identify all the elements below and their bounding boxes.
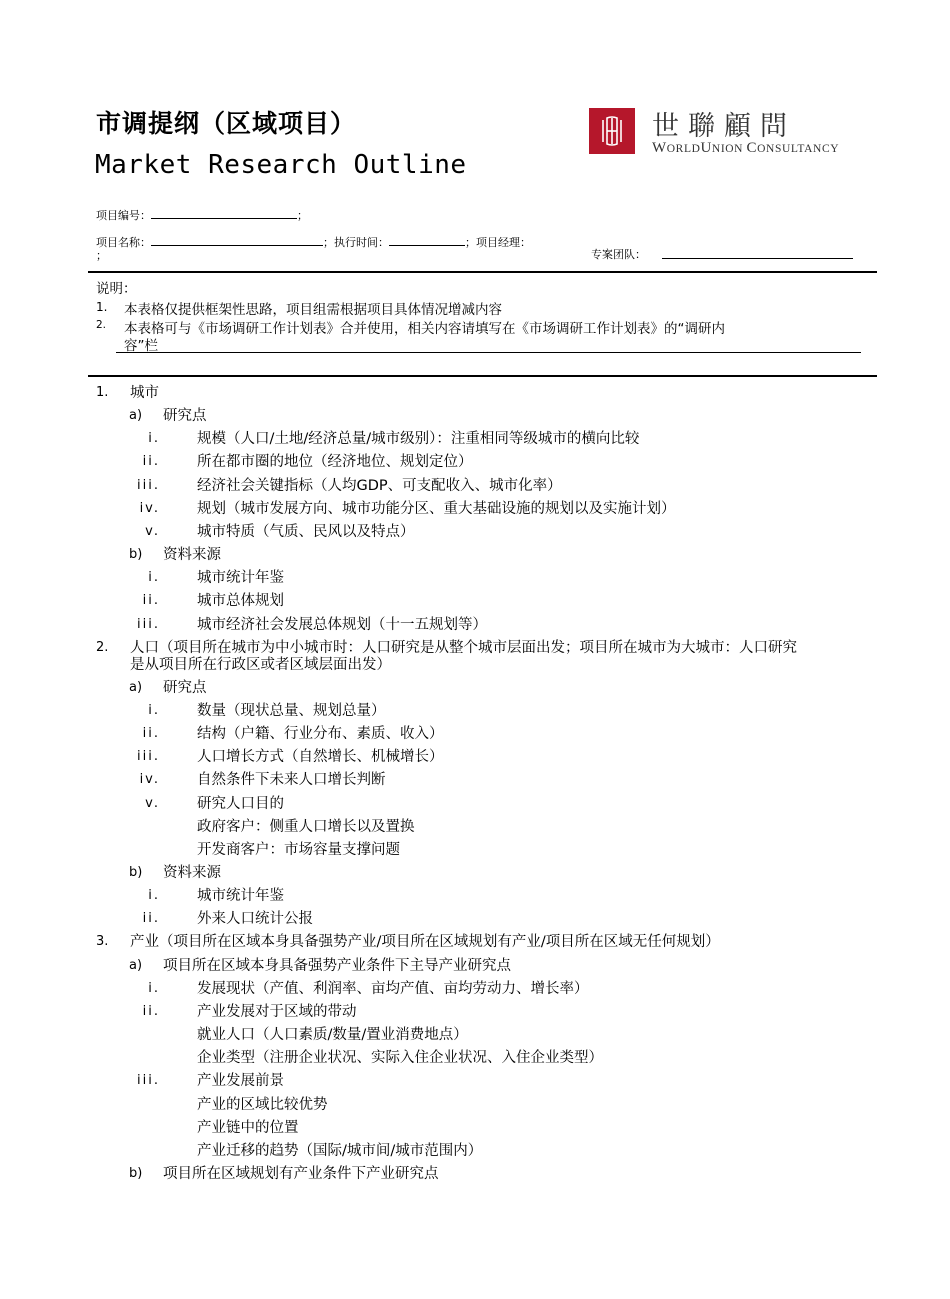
project-name-blank[interactable] [151, 233, 323, 246]
outline-item-text: 产业链中的位置 [197, 1119, 299, 1136]
outline-item-text: 人口增长方式（自然增长、机械增长） [197, 749, 444, 766]
note-2-number: 2. [96, 319, 107, 331]
outline-marker: b) [129, 547, 143, 563]
notes-heading: 说明： [96, 281, 137, 297]
outline-item-text: 结构（户籍、行业分布、素质、收入） [197, 726, 444, 743]
outline-marker: ii. [142, 454, 160, 470]
outline-marker: i. [148, 702, 160, 718]
outline-marker: i. [148, 980, 160, 996]
outline-item-text: 产业发展前景 [197, 1073, 284, 1090]
outline-item-text: 企业类型（注册企业状况、实际入住企业状况、入住企业类型） [197, 1050, 603, 1067]
pm-semicolon: ； [96, 249, 107, 262]
outline-marker: 3. [96, 934, 109, 950]
outline-item-text: 外来人口统计公报 [197, 911, 313, 928]
outline-marker: i. [148, 888, 160, 904]
project-no-blank[interactable] [151, 206, 297, 219]
outline-item-text: 资料来源 [163, 547, 221, 564]
outline-marker: iii. [137, 477, 160, 493]
page-title: 市调提纲（区域项目） [96, 109, 357, 138]
outline-marker: a) [129, 957, 143, 973]
outline-marker: iii. [137, 1073, 160, 1089]
outline-item-text: 人口（项目所在城市为中小城市时：人口研究是从整个城市层面出发；项目所在城市为大城市：人口研究 [130, 639, 797, 656]
outline-item-text: 产业的区域比较优势 [197, 1096, 328, 1113]
outline-item-text: 就业人口（人口素质/数量/置业消费地点） [197, 1027, 468, 1044]
outline-item-text: 数量（现状总量、规划总量） [197, 702, 386, 719]
divider [116, 352, 861, 353]
note-2-text-cont: 容”栏 [124, 338, 158, 354]
note-1-text: 本表格仅提供框架性思路，项目组需根据项目具体情况增减内容 [124, 302, 502, 318]
outline-marker: iii. [137, 616, 160, 632]
outline-marker: ii. [142, 1003, 160, 1019]
note-1-number: 1. [96, 300, 108, 314]
outline-item-text: 城市总体规划 [197, 593, 284, 610]
outline-marker: 1. [96, 385, 109, 400]
project-info-row: 项目名称： ；执行时间： ；项目经理： [96, 233, 531, 250]
outline-marker: ii. [142, 726, 160, 742]
outline-marker: 2. [96, 639, 109, 655]
outline-marker: b) [129, 865, 143, 880]
outline-item-text: 研究点 [163, 679, 207, 696]
outline-marker: i. [148, 431, 160, 447]
outline-item-text: 规模（人口/土地/经济总量/城市级别）：注重相同等级城市的横向比较 [197, 431, 640, 448]
note-2-text: 本表格可与《市场调研工作计划表》合并使用，相关内容请填写在《市场调研工作计划表》的“调研内 [124, 321, 725, 337]
exec-time-blank[interactable] [389, 233, 465, 246]
team-label: 专案团队： [591, 248, 646, 261]
outline-item-text: 经济社会关键指标（人均GDP、可支配收入、城市化率） [197, 477, 562, 494]
outline-marker: v. [145, 523, 160, 539]
outline-marker: iii. [137, 749, 160, 765]
outline-item-text: 产业（项目所在区域本身具备强势产业/项目所在区域规划有产业/项目所在区域无任何规划） [130, 934, 720, 951]
outline-item-text: 所在都市圈的地位（经济地位、规划定位） [197, 454, 473, 471]
outline-item-text: 城市 [130, 385, 159, 401]
outline-item-text: 发展现状（产值、利润率、亩均产值、亩均劳动力、增长率） [197, 980, 589, 997]
outline-item-text: 城市经济社会发展总体规划（十一五规划等） [197, 616, 487, 633]
outline-item-text: 资料来源 [163, 865, 221, 881]
outline-marker: iv. [139, 500, 160, 516]
worldunion-logo-icon [589, 108, 635, 154]
outline-item-text: 项目所在区域规划有产业条件下产业研究点 [163, 1165, 439, 1182]
outline-item-text: 政府客户：侧重人口增长以及置换 [197, 818, 415, 835]
outline-item-text: 项目所在区域本身具备强势产业条件下主导产业研究点 [163, 957, 511, 974]
logo-brand-en: WORLDUNION CONSULTANCY [652, 140, 840, 156]
outline-item-text: 研究人口目的 [197, 795, 284, 812]
outline-marker: b) [129, 1165, 143, 1181]
outline-item-text: 城市特质（气质、民风以及特点） [197, 523, 415, 540]
outline-item-text: 研究点 [163, 408, 207, 425]
divider [88, 375, 877, 377]
divider [88, 271, 877, 273]
outline-marker: a) [129, 679, 143, 695]
outline-item-text: 城市统计年鉴 [197, 888, 284, 905]
page-subtitle: Market Research Outline [95, 150, 467, 180]
outline-item-text: 自然条件下未来人口增长判断 [197, 772, 386, 789]
outline-item-text-cont: 是从项目所在行政区或者区域层面出发） [130, 656, 391, 673]
outline-item-text: 规划（城市发展方向、城市功能分区、重大基础设施的规划以及实施计划） [197, 500, 676, 517]
outline-marker: i. [148, 570, 160, 586]
outline-marker: iv. [139, 772, 160, 788]
outline-item-text: 城市统计年鉴 [197, 570, 284, 587]
project-no-field: 项目编号： ； [96, 206, 308, 223]
outline-item-text: 开发商客户：市场容量支撑问题 [197, 841, 400, 858]
team-blank[interactable] [662, 258, 853, 259]
outline-marker: ii. [142, 593, 160, 609]
outline-item-text: 产业迁移的趋势（国际/城市间/城市范围内） [197, 1142, 483, 1159]
logo-brand-cn: 世聯顧問 [652, 111, 796, 142]
outline-marker: a) [129, 408, 143, 424]
outline-marker: ii. [142, 911, 160, 927]
outline-marker: v. [145, 795, 160, 811]
outline-item-text: 产业发展对于区域的带动 [197, 1003, 357, 1020]
